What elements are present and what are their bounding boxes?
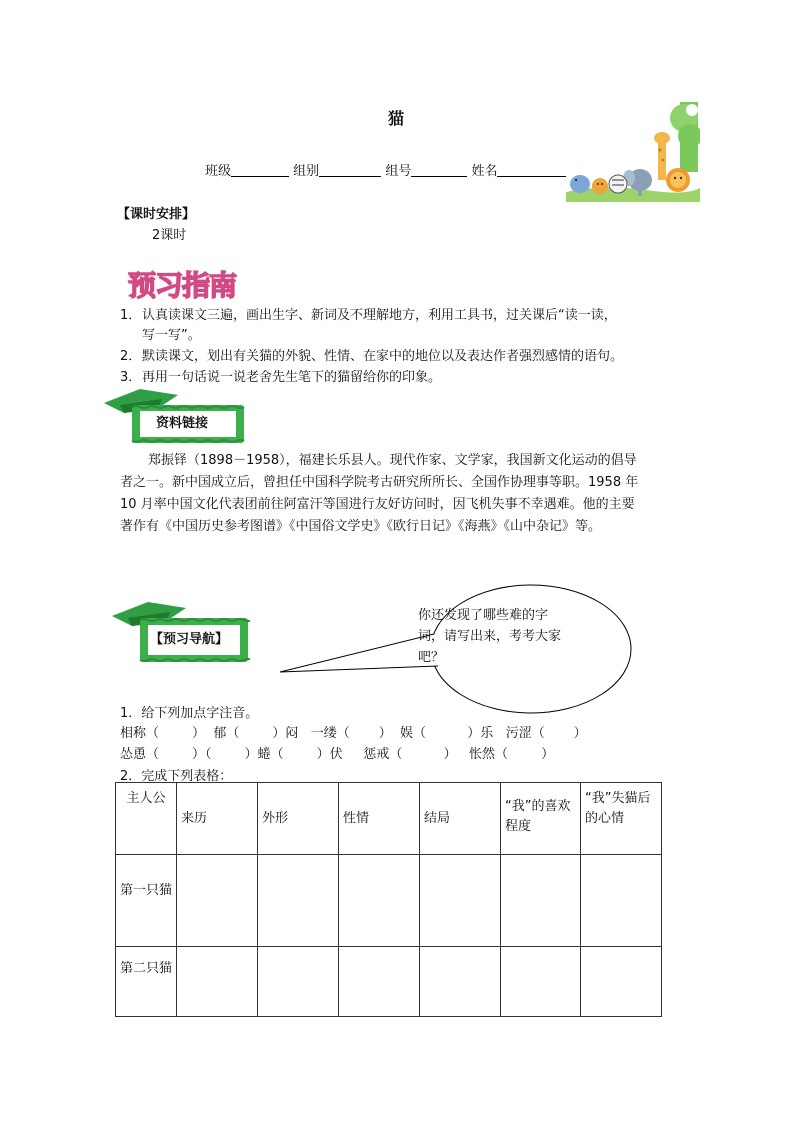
header-fondness: “我”的喜欢程度 [501,783,581,855]
character-table [115,782,662,1017]
answer-cell[interactable] [258,855,339,947]
group-blank[interactable] [319,162,381,177]
preview-guide-banner: 预习指南 [128,269,237,302]
header-protagonist: 主人公 [116,783,177,855]
guide-item-1: 1．认真读课文三遍，画出生字、新词及不理解地方，利用工具书，过关课后“读一读， 写一写”。 [120,308,617,343]
preview-nav-label: 【预习导航】 [150,632,229,647]
guide-item-2: 2．默读课文，划出有关猫的外貌、性情、在家中的地位以及表达作者强烈感情的语句。 [120,349,624,364]
group-label: 组别 [293,164,320,179]
row-label-cat-2: 第二只猫 [116,947,177,1017]
guide-item-3: 3．再用一句话说一说老舍先生笔下的猫留给你的印象。 [120,370,442,385]
name-blank[interactable] [497,162,569,177]
header-feeling: “我”失猫后的心情 [581,783,662,855]
answer-cell[interactable] [258,947,339,1017]
page-title: 猫 [388,109,405,128]
tiger-icon [592,178,608,194]
answer-cell[interactable] [581,947,662,1017]
bubble-text: 你还发现了哪些难的字 词，请写出来，考考大家 吧？ [418,608,562,665]
header-origin: 来历 [177,783,258,855]
answer-cell[interactable] [177,947,258,1017]
answer-cell[interactable] [177,855,258,947]
header-appearance: 外形 [258,783,339,855]
exercise-1-title: 1．给下列加点字注音。 [120,706,259,721]
zebra-icon [609,175,627,193]
animals-illustration [566,100,700,202]
group-number-blank[interactable] [411,162,467,177]
header-temperament: 性情 [339,783,420,855]
student-info-row [205,160,569,179]
table-row [116,855,662,947]
row-label-cat-1: 第一只猫 [116,855,177,947]
schedule-value: 2课时 [152,228,187,243]
answer-cell[interactable] [420,855,501,947]
table-header-row [116,783,662,855]
class-blank[interactable] [231,162,289,177]
answer-cell[interactable] [581,855,662,947]
schedule-label: 【课时安排】 [117,207,196,222]
name-label: 姓名 [471,164,498,179]
author-bio: 郑振铎（1898－1958），福建长乐县人。现代作家、文学家，我国新文化运动的倡导 者之一。新中国成立后，曾担任中国科学院考古研究所所长、全国作协理事等职。1958 年 10 月率中国文化代表团前往阿富汗等国进行友好访问时，因飞机失事不幸遇难。他的主要 著作有《中国历史参考图谱》《中国俗文学史》《欧行日记》《海燕》《山中杂记》等。 [120,453,639,534]
table-row [116,947,662,1017]
header-ending: 结局 [420,783,501,855]
answer-cell[interactable] [501,947,581,1017]
hippo-icon [570,175,590,193]
exercise-2-title: 2．完成下列表格： [120,769,233,784]
answer-cell[interactable] [501,855,581,947]
answer-cell[interactable] [339,947,420,1017]
answer-cell[interactable] [339,855,420,947]
pinyin-line-2[interactable]: 怂恿（ ）（ ）蜷（ ）伏 惩戒（ ） 怅然（ ） [120,747,555,762]
pinyin-line-1[interactable]: 相称（ ） 郁（ ）闷 一缕（ ） 娱（ ）乐 污涩（ ） [120,726,587,741]
lion-icon [666,168,690,192]
class-label: 班级 [205,164,232,179]
answer-cell[interactable] [420,947,501,1017]
resource-link-label: 资料链接 [156,416,209,431]
group-number-label: 组号 [385,164,412,179]
